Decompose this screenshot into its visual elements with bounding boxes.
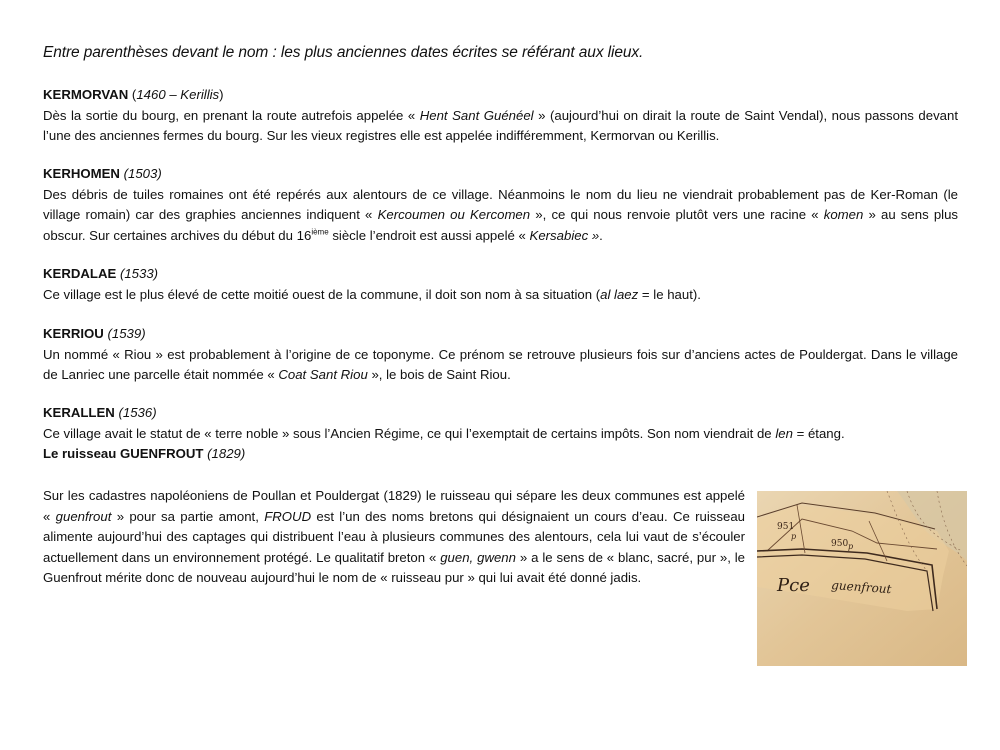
place-name: KERALLEN [43,405,115,420]
place-name: KERHOMEN [43,166,120,181]
place-date: (1829) [207,446,246,461]
entry-heading [43,164,958,185]
entry-text: Sur les cadastres napoléoniens de Poullan et Pouldergat (1829) le ruisseau qui sépare les deux communes est appelé « guenfrout » pour sa partie amont, FROUD est l’un des noms bretons qui désignaient un cours d’eau. Ce ruisseau alimente aujourd’hui des captages qui distribuent l’eau à plusieurs communes des alentours, cela lui vaut de s’écouler actuellement dans un environnement protégé. Le qualitatif breton « guen, gwenn » a le sens de « blanc, sacré, pur », le Guenfrout mérite donc de nouveau aujourd’hui le nom de « ruisseau pur » qui lui avait été donné jadis. [43,488,746,585]
entry-text: Dès la sortie du bourg, en prenant la route autrefois appelée « Hent Sant Guénéel » (aujourd’hui on dirait la route de Saint Vendal), nous passons devant l’une des anciennes fermes du bourg. Sur les vieux registres elle est appelée indifféremment, Kermorvan ou Kerillis. [43,107,958,143]
map-parcel-letter: p [791,532,797,541]
entry-kerriou [43,324,958,386]
map-parcel-number: 950 [831,539,849,549]
entry-text: Un nommé « Riou » est probablement à l’origine de ce toponyme. Ce prénom se retrouve plusieurs fois sur d’anciens actes de Pouldergat. Dans le village de Lanriec une parcelle était nommée « Coat Sant Riou », le bois de Saint Riou. [43,346,958,382]
entry-heading-guenfrout [43,444,958,465]
place-date: (1503) [123,166,162,181]
entry-kermorvan [43,85,958,147]
entry-guenfrout [43,486,745,589]
entry-kerdalae [43,264,958,305]
cadastre-map-image [757,491,967,666]
place-name: KERMORVAN [43,87,129,102]
place-date: 1460 – Kerillis [136,87,220,102]
entry-text: Ce village est le plus élevé de cette moitié ouest de la commune, il doit son nom à sa situation (al laez = le haut). [43,286,701,302]
entry-heading [43,324,958,345]
map-label: guenfrout [830,578,892,597]
entry-kerhomen [43,164,958,246]
entry-heading [43,264,958,285]
map-mark: Pce [777,575,810,596]
place-date: (1533) [119,266,159,281]
place-name: Le ruisseau GUENFROUT [43,446,204,461]
cadastre-map-drawing [757,491,967,666]
entry-kerallen [43,403,958,465]
entry-heading: KERMORVAN (1460 – Kerillis) [43,87,224,102]
entry-heading [43,403,958,424]
intro-note: Entre parenthèses devant le nom : les plus anciennes dates écrites se référant aux lieux. [43,44,644,61]
map-parcel-letter: p [848,542,854,551]
map-parcel-number: 951 [777,522,795,532]
place-name: KERRIOU [43,326,104,341]
entry-text: Des débris de tuiles romaines ont été repérés aux alentours de ce village. Néanmoins le nom du lieu ne viendrait probablement pas de Ker-Roman (le village romain) car des graphies anciennes indiquent « Kercoumen ou Kercomen », ce qui nous renvoie plutôt vers une racine « komen » au sens plus obscur. Sur certaines archives du début du 16ième siècle l’endroit est aussi appelé « Kersabiec ». [43,186,959,243]
place-date: (1539) [107,326,146,341]
entry-text: Ce village avait le statut de « terre noble » sous l’Ancien Régime, ce qui l’exemptait de certains impôts. Son nom viendrait de len = étang. [43,425,845,441]
place-name: KERDALAE [43,266,117,281]
place-date: (1536) [118,405,157,420]
